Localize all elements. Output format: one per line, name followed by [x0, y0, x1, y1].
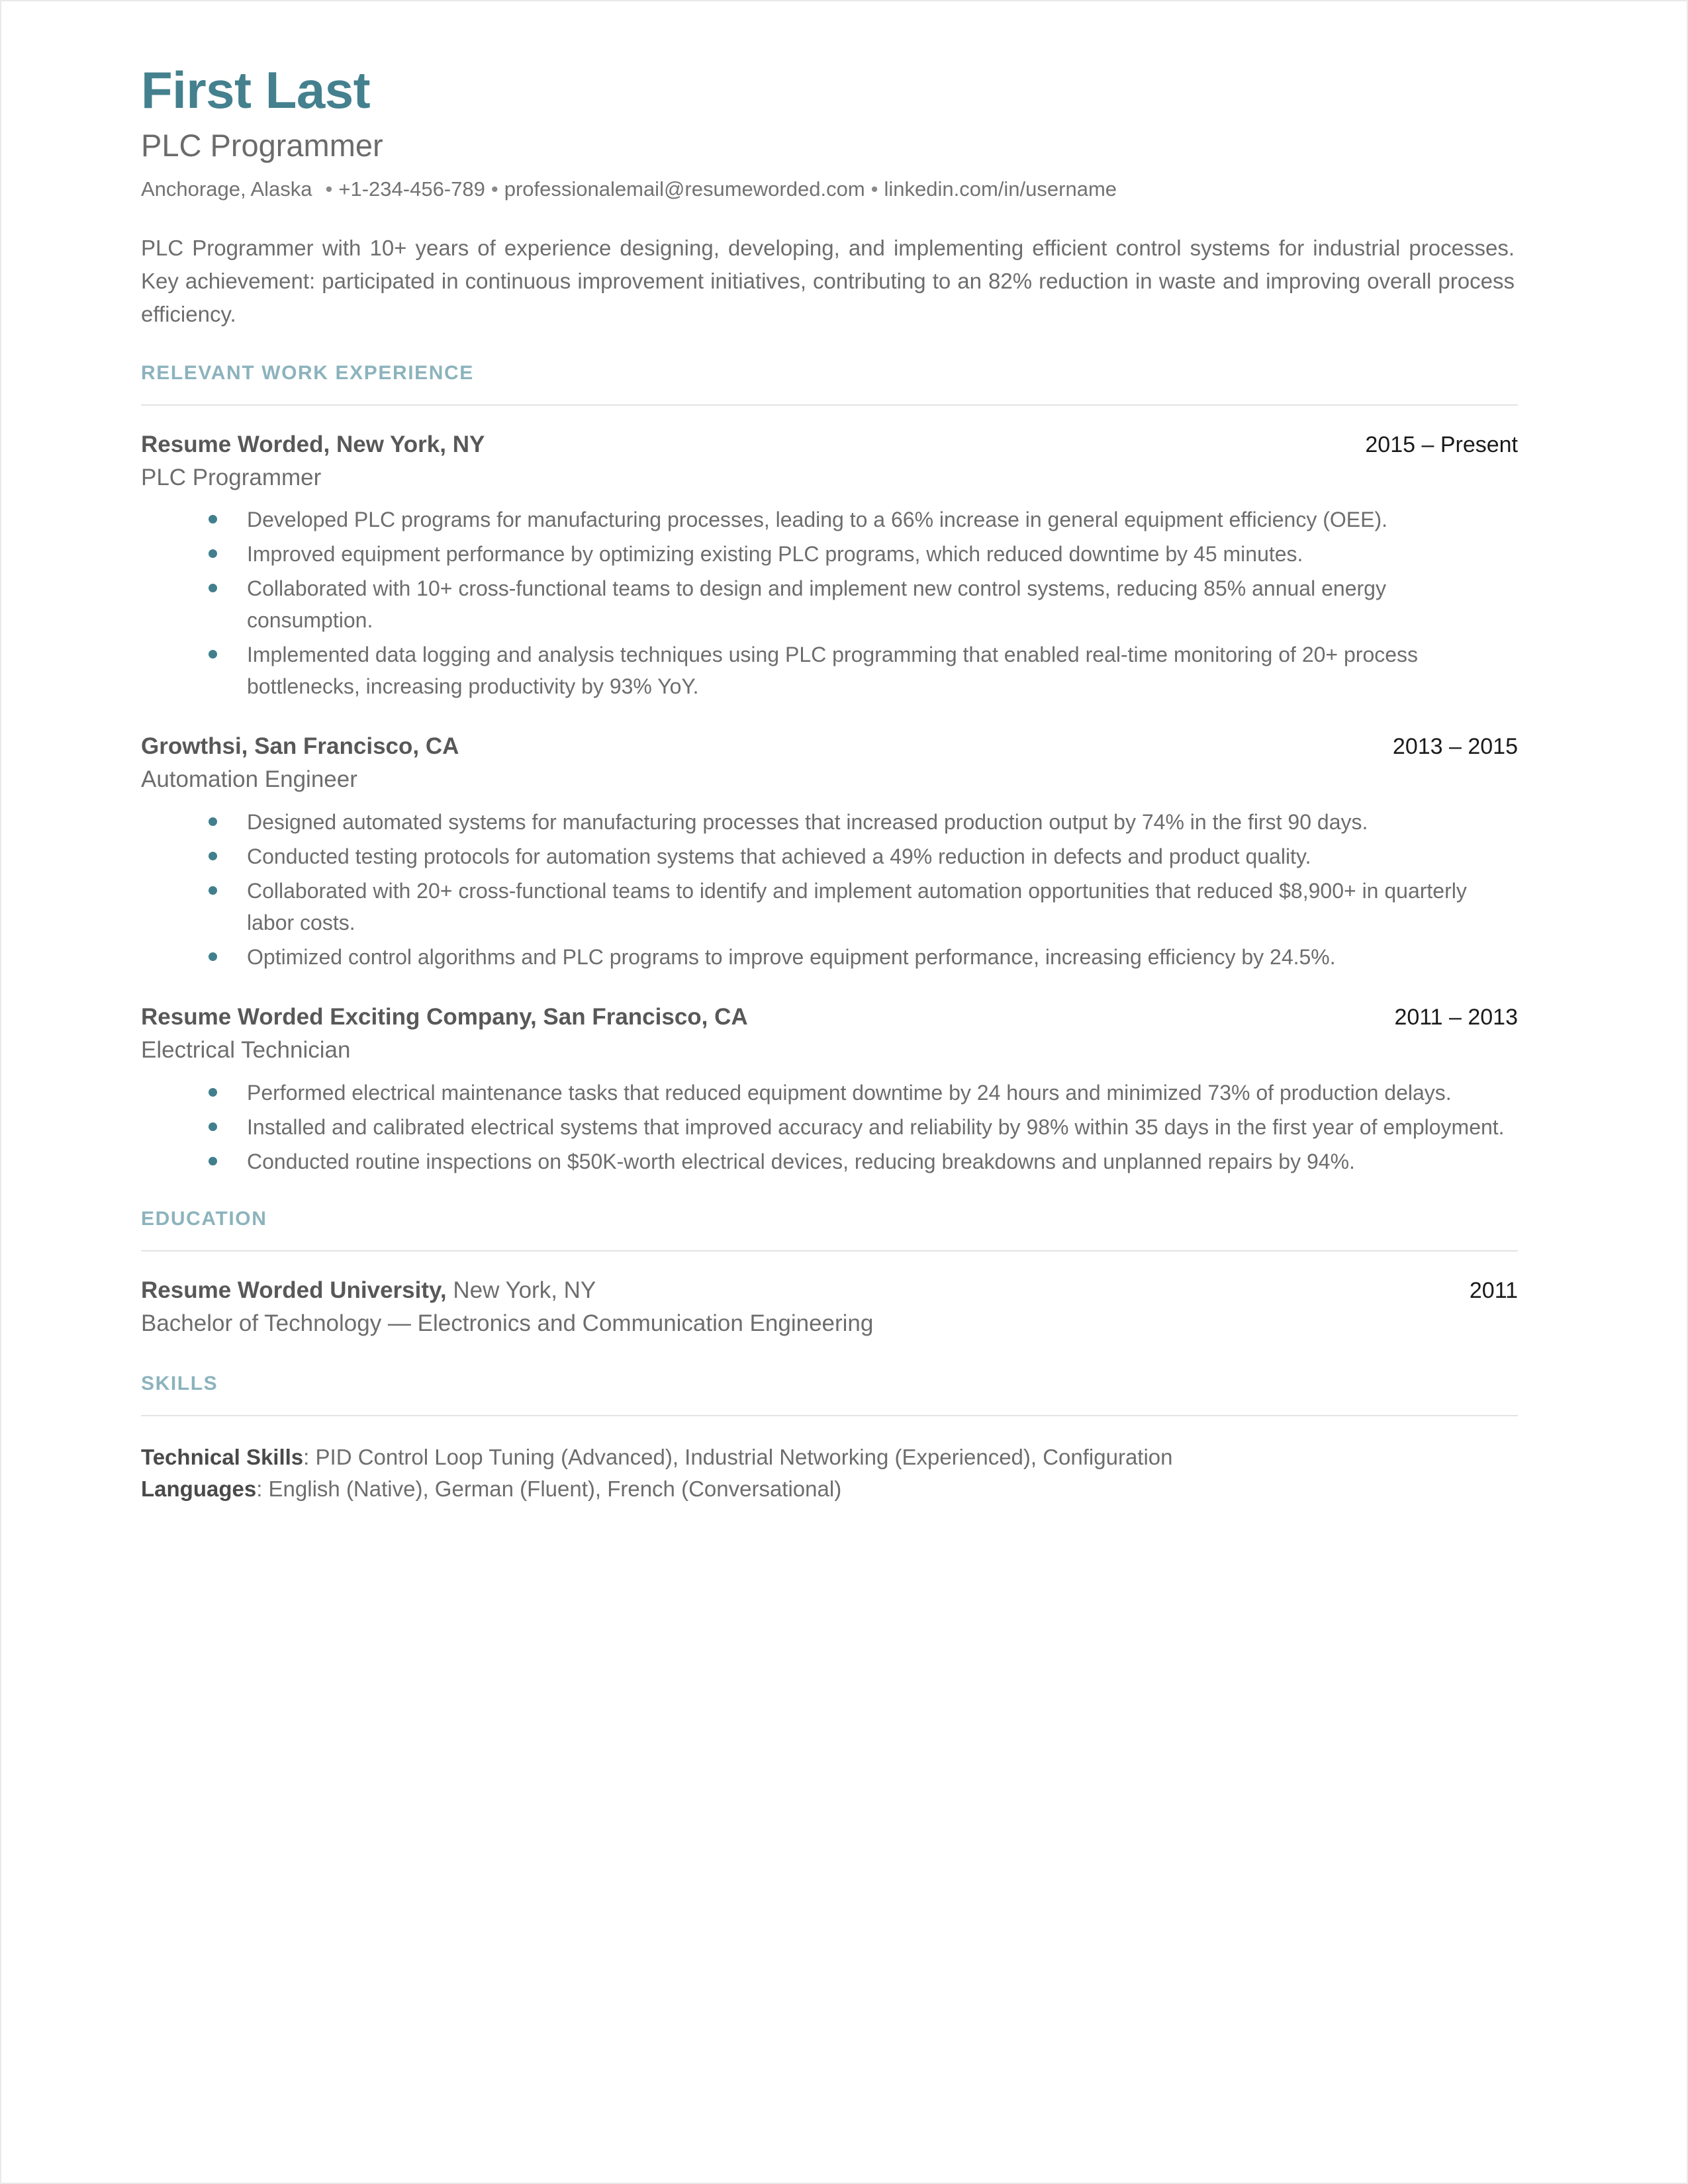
- candidate-headline: PLC Programmer: [141, 127, 383, 163]
- section-skills: [141, 1373, 1518, 1505]
- experience-entry-header: [141, 1003, 1518, 1031]
- section-heading-experience: RELEVANT WORK EXPERIENCE: [141, 361, 474, 384]
- skills-languages-value: : English (Native), German (Fluent), French (Conversational): [256, 1476, 842, 1501]
- list-item: Performed electrical maintenance tasks that reduced equipment downtime by 24 hours and minimized 73% of production delays.: [205, 1077, 1518, 1109]
- list-item: Collaborated with 20+ cross-functional teams to identify and implement automation opportunities that reduced $8,900+ in quarterly labor costs.: [205, 875, 1518, 938]
- experience-dates: 2015 – Present: [1365, 432, 1518, 457]
- experience-organization: Resume Worded, New York, NY: [141, 431, 485, 457]
- experience-organization: Growthsi, San Francisco, CA: [141, 733, 459, 760]
- list-item: Developed PLC programs for manufacturing processes, leading to a 66% increase in general equipment efficiency (OEE).: [205, 504, 1518, 535]
- list-item: Implemented data logging and analysis techniques using PLC programming that enabled real-time monitoring of 20+ process bottlenecks, increasing productivity by 93% YoY.: [205, 639, 1518, 702]
- contact-separator-icon: •: [491, 177, 498, 201]
- education-entry: [141, 1277, 1518, 1338]
- list-item: Conducted testing protocols for automation systems that achieved a 49% reduction in defects and product quality.: [205, 841, 1518, 872]
- education-school-location: New York, NY: [446, 1277, 596, 1303]
- candidate-name: First Last: [141, 61, 371, 119]
- experience-entry-header: [141, 431, 1518, 459]
- experience-bullet-list: [141, 806, 1518, 973]
- resume-header: [141, 63, 1518, 332]
- section-divider: [141, 1415, 1518, 1416]
- list-item: Improved equipment performance by optimizing existing PLC programs, which reduced downtime by 45 minutes.: [205, 538, 1518, 570]
- contact-email[interactable]: professionalemail@resumeworded.com: [504, 177, 865, 201]
- education-dates: 2011: [1469, 1277, 1518, 1303]
- contact-phone: +1-234-456-789: [338, 177, 485, 201]
- experience-organization: Resume Worded Exciting Company, San Francisco, CA: [141, 1004, 748, 1030]
- section-divider: [141, 1250, 1518, 1251]
- skills-technical-line: [141, 1441, 1518, 1473]
- list-item: Conducted routine inspections on $50K-worth electrical devices, reducing breakdowns and unplanned repairs by 94%.: [205, 1146, 1518, 1177]
- skills-languages-label: Languages: [141, 1476, 257, 1501]
- section-heading-education: EDUCATION: [141, 1207, 267, 1230]
- experience-role: Automation Engineer: [141, 766, 357, 793]
- section-education: [141, 1208, 1518, 1338]
- education-entry-header: [141, 1277, 1518, 1304]
- experience-bullet-list: [141, 1077, 1518, 1177]
- list-item: Optimized control algorithms and PLC programs to improve equipment performance, increasing efficiency by 24.5%.: [205, 941, 1518, 973]
- experience-entry: [141, 431, 1518, 703]
- contact-separator-icon: •: [325, 177, 333, 201]
- experience-dates: 2013 – 2015: [1392, 734, 1518, 760]
- experience-entry-header: [141, 733, 1518, 760]
- section-heading-skills: SKILLS: [141, 1372, 218, 1394]
- list-item: Designed automated systems for manufacturing processes that increased production output by 74% in the first 90 days.: [205, 806, 1518, 838]
- contact-line: [141, 177, 1518, 203]
- resume-content: [141, 63, 1518, 1505]
- experience-entry: [141, 733, 1518, 973]
- section-divider: [141, 404, 1518, 406]
- education-school-name: Resume Worded University,: [141, 1277, 447, 1303]
- contact-location: Anchorage, Alaska: [141, 177, 312, 201]
- contact-separator-icon: •: [870, 177, 878, 201]
- experience-role: Electrical Technician: [141, 1037, 351, 1064]
- experience-role: PLC Programmer: [141, 464, 322, 490]
- experience-dates: 2011 – 2013: [1394, 1005, 1518, 1030]
- list-item: Collaborated with 10+ cross-functional teams to design and implement new control systems, reducing 85% annual energy consumption.: [205, 572, 1518, 636]
- list-item: Installed and calibrated electrical systems that improved accuracy and reliability by 98% within 35 days in the first year of employment.: [205, 1111, 1518, 1143]
- education-school: [141, 1277, 596, 1304]
- section-experience: [141, 362, 1518, 1177]
- education-degree: Bachelor of Technology — Electronics and Communication Engineering: [141, 1310, 874, 1336]
- contact-linkedin[interactable]: linkedin.com/in/username: [884, 177, 1117, 201]
- experience-bullet-list: [141, 504, 1518, 702]
- skills-technical-label: Technical Skills: [141, 1444, 304, 1469]
- professional-summary: PLC Programmer with 10+ years of experience designing, developing, and implementing efficient control systems for industrial processes. Key achievement: participated in continuous improvement initiatives, contributing to an 82% reduction in waste and improving overall process efficiency.: [141, 236, 1515, 327]
- experience-entry: [141, 1003, 1518, 1177]
- skills-technical-value: : PID Control Loop Tuning (Advanced), Industrial Networking (Experienced), Configuration: [303, 1444, 1173, 1469]
- skills-languages-line: [141, 1473, 1518, 1505]
